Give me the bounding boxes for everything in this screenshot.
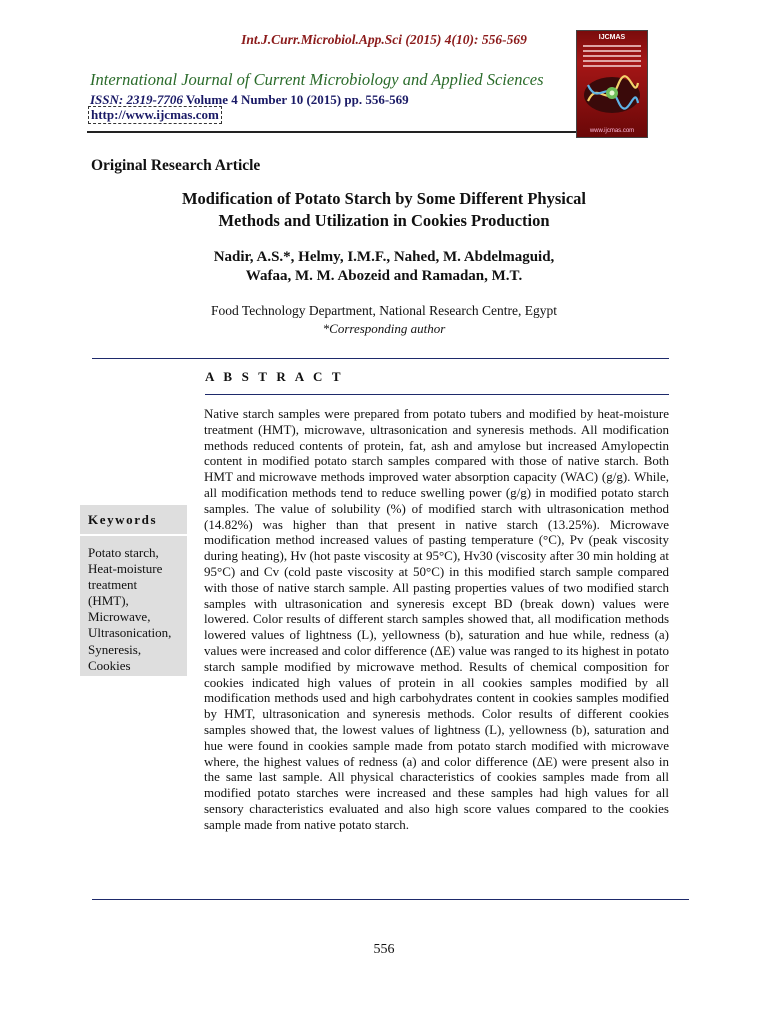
cover-text-lines (583, 45, 641, 69)
abstract-heading: A B S T R A C T (205, 369, 344, 384)
abstract-body: Native starch samples were prepared from potato tubers and modified by heat-moisture treatment (HMT), microwave, ultrasonication and syneresis methods. All modification methods reduced contents of protein, fat, ash and amylose but increased Amylopectin content in modified potato starch samples compared with those of native starch. Both HMT and microwave methods improved water absorption capacity (WAC) (g/g). While, all modification methods tend to reduce swelling power (g/g) in modified potato starch samples. The value of solubility (%) of modified starch with ultrasonication method (14.82%) was higher than that present in native starch (13.25%). Microwave modification method increased values of pasting temperature (°C), Pv (peak viscosity during heating), Hv (hot paste viscosity at 95°C), Hv30 (viscosity after 30 min holding at 95°C) and Cv (cold paste viscosity at 50°C) in this modified starch sample compared with those of native starch sample. All pasting properties values of two modified starch samples with ultrasonication and syneresis except BD (break down) values were lowered. Color results of different starch samples showed that, all modification methods lowered values of lightness (L), yellowness (b), saturation and hue while, redness (a) values were increased and color difference (ΔE) value was ranged to its highest in potato starch sample modified by microwave method. Results of chemical composition for cookies indicated high values of protein in all cookies samples modified by all modification methods used and high carbohydrates content in cookies samples modified by HMT, ultrasonication and syneresis methods. Color results of different cookies samples showed that, the lowest values of lightness (L), yellowness (b), saturation and hue were found in cookies sample made from potato starch modified with microwave where, the highest values of redness (a) and color difference (ΔE) were present also in the same last sample. All physical characteristics of cookies samples made from all modified potato starches were increased and these samples had high values for all sensory characteristics evaluated and also high score values compared to the cookies sample made from native potato starch. (204, 406, 669, 832)
authors-line-1: Nadir, A.S.*, Helmy, I.M.F., Nahed, M. Abdelmaguid, (213, 249, 555, 265)
keyword-item: Potato starch, (88, 545, 159, 560)
keyword-item: Heat-moisture treatment (88, 561, 163, 593)
keyword-item: Ultrasonication, (88, 625, 172, 641)
article-title (0, 188, 768, 232)
keyword-item: Cookies (88, 657, 131, 673)
volume-info: Volume 4 Number 10 (2015) pp. 556-569 (182, 92, 409, 107)
abstract-bottom-rule (92, 899, 689, 900)
article-type: Original Research Article (91, 157, 261, 174)
abstract-heading-rule (205, 394, 669, 395)
keywords-heading: Keywords (88, 512, 158, 527)
keyword-item: Syneresis, (88, 641, 142, 657)
authors-line-2: Wafaa, M. M. Abozeid and Ramadan, M.T. (245, 268, 523, 284)
page-number: 556 (373, 942, 395, 957)
affiliation: Food Technology Department, National Research Centre, Egypt (211, 303, 557, 318)
journal-reference: Int.J.Curr.Microbiol.App.Sci (2015) 4(10): 556-569 (241, 32, 527, 47)
header-divider (87, 131, 576, 133)
issn: ISSN: 2319-7706 (90, 92, 183, 107)
cover-artwork (582, 71, 642, 115)
cover-title: IJCMAS (598, 34, 626, 41)
title-line-1: Modification of Potato Starch by Some Different Physical (181, 189, 587, 208)
journal-url-link[interactable]: http://www.ijcmas.com (88, 106, 222, 124)
journal-cover-image (576, 30, 648, 138)
cover-url: www.ijcmas.com (589, 128, 635, 134)
keywords-list (88, 545, 185, 674)
keywords-divider (80, 534, 187, 536)
journal-name: International Journal of Current Microbiology and Applied Sciences (90, 70, 544, 89)
keyword-item: (HMT), (88, 593, 129, 609)
keyword-item: Microwave, (88, 609, 151, 625)
author-list (0, 248, 768, 286)
title-line-2: Methods and Utilization in Cookies Production (218, 211, 550, 230)
corresponding-author-note: *Corresponding author (322, 321, 446, 336)
abstract-top-rule (92, 358, 669, 359)
